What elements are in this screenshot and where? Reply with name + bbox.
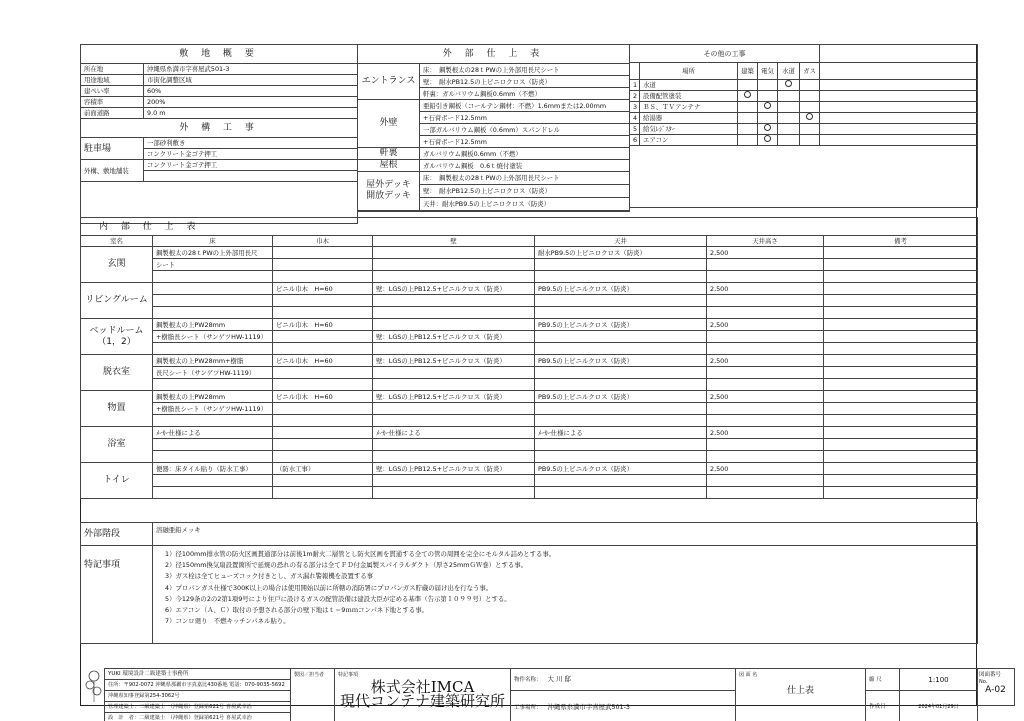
- circle-mark-icon: [764, 135, 771, 142]
- note-item: 5）今129条の2の2第1項9号により住戸に設けるガスの配管設備は建設大臣が定める基準（告示第１０９９号）とする。: [165, 594, 511, 603]
- drawing-number-box: [977, 668, 1015, 706]
- other-header: 場所: [640, 63, 738, 80]
- room-name: リビングルーム: [81, 283, 153, 319]
- exterior-spec-line: +石膏ボード12.5mm: [420, 112, 630, 124]
- interior-cell: [707, 487, 824, 499]
- interior-cell: [153, 271, 273, 283]
- interior-cell: 壁：LGSの上PB12.5+ビニルクロス（防炎）: [373, 283, 535, 295]
- interior-cell: [824, 307, 978, 319]
- interior-cell: [273, 487, 373, 499]
- exterior-part-name: 屋外デッキ 開放デッキ: [358, 172, 420, 211]
- interior-cell: [824, 283, 978, 295]
- exterior-spec-line: +石膏ボード12.5mm: [420, 136, 630, 148]
- interior-cell: [373, 487, 535, 499]
- site-row-label: 前面道路: [81, 108, 144, 119]
- other-row-no: 5: [630, 124, 640, 135]
- interior-cell: [824, 391, 978, 403]
- zumen-label: 図 面 名: [739, 672, 758, 678]
- date-value: 2024年01月29日: [900, 691, 978, 721]
- interior-cell: [824, 403, 978, 415]
- interior-cell: [273, 379, 373, 391]
- other-row-no: 6: [630, 135, 640, 146]
- interior-cell: [273, 415, 373, 427]
- interior-cell: [373, 379, 535, 391]
- site-row-label: 所在地: [81, 64, 144, 75]
- exterior-finish-table: [357, 44, 630, 212]
- interior-cell: [535, 259, 707, 271]
- interior-cell: [535, 439, 707, 451]
- interior-cell: 2,500: [707, 283, 824, 295]
- interior-header: 巾木: [273, 236, 373, 247]
- interior-cell: [707, 331, 824, 343]
- interior-cell: ﾒｰｶｰ仕様による: [153, 427, 273, 439]
- interior-cell: 便器：床タイル貼り（防水工事）: [153, 463, 273, 475]
- interior-cell: ビニル巾木 H=60: [273, 283, 373, 295]
- room-name: トイレ: [81, 463, 153, 499]
- note-item: 6）エアコン（Ａ、Ｃ）取付の予想される部分の壁下地はｔ＝9ｍｍコンパネ下地とする事。: [165, 606, 428, 615]
- interior-cell: [707, 439, 824, 451]
- seizu-label: 製図／担当者: [291, 669, 335, 721]
- exterior-part-name: 屋根: [358, 160, 420, 172]
- interior-cell: [273, 247, 373, 259]
- circle-mark-icon: [806, 113, 813, 120]
- interior-cell: [824, 451, 978, 463]
- interior-cell: [153, 295, 273, 307]
- office-manager: 管理建築士：二級建築士 （沖縄県）登録第621号 喜屋武幸治: [105, 702, 291, 713]
- interior-cell: [824, 427, 978, 439]
- interior-cell: [373, 343, 535, 355]
- interior-cell: ビニル巾木 H=60: [273, 391, 373, 403]
- zumen-name: 仕上表: [787, 686, 815, 696]
- interior-cell: [535, 271, 707, 283]
- interior-cell: [153, 487, 273, 499]
- interior-cell: 壁：LGSの上PB12.5+ビニルクロス（防炎）: [373, 331, 535, 343]
- circle-mark-icon: [785, 80, 792, 87]
- exterior-part-name: エントランス: [358, 64, 420, 100]
- interior-cell: 2,500: [707, 355, 824, 367]
- room-name: 玄関: [81, 247, 153, 283]
- other-row-name: エアコン: [640, 135, 738, 146]
- interior-cell: [273, 295, 373, 307]
- parking-line: 一部砂利敷き: [144, 138, 358, 149]
- interior-cell: [824, 439, 978, 451]
- interior-cell: +樹脂長シート（サンゲツHW-1119）: [153, 331, 273, 343]
- exterior-spec-line: 壁： 耐水PB12.5の上ビニロクロス（防炎）: [420, 76, 630, 88]
- interior-cell: [535, 475, 707, 487]
- koji-place: 沖縄県糸満市字喜屋武501-3: [547, 702, 630, 711]
- interior-cell: 2,500: [707, 319, 824, 331]
- interior-cell: [273, 331, 373, 343]
- no-label: No.: [979, 679, 988, 685]
- interior-cell: [707, 343, 824, 355]
- interior-cell: [707, 451, 824, 463]
- interior-cell: [273, 367, 373, 379]
- paving-line: [144, 171, 358, 182]
- interior-cell: PB9.5の上ビニルクロス（防炎）: [535, 355, 707, 367]
- office-address: 住所：〒902-0072 沖縄県那覇市字真嘉比430番地 電話：070-9035-5692: [105, 680, 291, 691]
- interior-cell: [373, 415, 535, 427]
- exterior-spec-line: 軒裏：ガルバリウム鋼板0.6mm（不燃）: [420, 88, 630, 100]
- other-header: 電気: [758, 63, 778, 80]
- room-name: 浴室: [81, 427, 153, 463]
- interior-cell: [535, 379, 707, 391]
- interior-header: 床: [153, 236, 273, 247]
- interior-cell: 2,500: [707, 427, 824, 439]
- gaikou-title: 外 構 工 事: [81, 119, 358, 138]
- interior-cell: 鋼製根太の28ｔPWの上外部用長尺: [153, 247, 273, 259]
- num-label: 図面番号: [979, 672, 1002, 678]
- other-row-no: 1: [630, 80, 640, 91]
- office-designer: 設 計 者：二級建築士 （沖縄県）登録第621号 喜屋武幸治: [105, 713, 291, 721]
- exterior-part-name: 外壁: [358, 100, 420, 148]
- owner-company: 株式会社IMCA: [370, 678, 475, 696]
- interior-cell: [707, 415, 824, 427]
- interior-cell: PB9.5の上ビニルクロス（防炎）: [535, 391, 707, 403]
- paving-label: 外構、敷地舗装: [81, 160, 144, 182]
- note-item: 4）プロパンガス仕様で300K以上の場合は使用開始以前に所轄の消防署にプロパンガス貯蔵の届け出を行なう事。: [165, 583, 493, 592]
- notes-table: [80, 522, 978, 644]
- interior-cell: 2,500: [707, 247, 824, 259]
- other-row-no: 4: [630, 113, 640, 124]
- other-row-name: 水道: [640, 80, 738, 91]
- paving-line: コンクリート金ゴテ押工: [144, 160, 358, 171]
- interior-cell: [273, 451, 373, 463]
- interior-cell: [824, 319, 978, 331]
- interior-cell: [273, 343, 373, 355]
- interior-cell: [707, 295, 824, 307]
- drawing-number: A-02: [985, 685, 1006, 695]
- note-item: 7）コンロ廻り 不燃キッチンパネル貼り。: [165, 617, 290, 626]
- exterior-spec-line: 床： 鋼製根太の28ｔPWの上外部用長尺シート: [420, 172, 630, 185]
- koji-label: 工事場所：: [514, 704, 542, 711]
- interior-cell: [824, 295, 978, 307]
- interior-cell: [373, 307, 535, 319]
- interior-cell: [707, 475, 824, 487]
- note-item: 3）ガス栓は全てヒューズコック付きとし、ガス漏れ警報機を設置する事: [165, 572, 374, 581]
- interior-header: 天井: [535, 236, 707, 247]
- interior-cell: [535, 451, 707, 463]
- interior-cell: [824, 355, 978, 367]
- interior-cell: [824, 475, 978, 487]
- owner-label: 特記事項: [338, 672, 359, 678]
- interior-cell: [707, 259, 824, 271]
- interior-cell: [153, 283, 273, 295]
- other-header: ガス: [800, 63, 820, 80]
- interior-cell: [535, 367, 707, 379]
- site-row-value: 200%: [144, 97, 358, 108]
- interior-cell: ﾒｰｶｰ仕様による: [373, 427, 535, 439]
- interior-cell: [373, 271, 535, 283]
- interior-cell: [373, 451, 535, 463]
- interior-cell: [153, 475, 273, 487]
- gaibu-kaidan-label: 外部階段: [81, 523, 153, 546]
- interior-title: 内 部 仕 上 表: [81, 218, 978, 236]
- interior-cell: [273, 427, 373, 439]
- site-row-label: 建ぺい率: [81, 86, 144, 97]
- interior-cell: ﾒｰｶｰ仕様による: [535, 427, 707, 439]
- interior-cell: 2,500: [707, 391, 824, 403]
- interior-cell: [824, 259, 978, 271]
- interior-cell: [707, 307, 824, 319]
- other-row-no: 3: [630, 102, 640, 113]
- interior-cell: [273, 259, 373, 271]
- interior-cell: [824, 367, 978, 379]
- interior-cell: [373, 259, 535, 271]
- interior-finish-table: [80, 217, 978, 499]
- interior-cell: [373, 295, 535, 307]
- interior-cell: 壁：LGSの上PB12.5+ビニルクロス（防炎）: [373, 391, 535, 403]
- site-overview-table: [80, 44, 358, 224]
- interior-cell: [373, 367, 535, 379]
- interior-cell: [373, 475, 535, 487]
- interior-cell: [373, 247, 535, 259]
- interior-cell: [373, 439, 535, 451]
- office-name: YUKI 環境設計二級建築士事務所: [105, 669, 291, 680]
- interior-cell: 鋼製根太の上PW28mm: [153, 319, 273, 331]
- room-name: 物置: [81, 391, 153, 427]
- interior-cell: [707, 379, 824, 391]
- interior-cell: [535, 487, 707, 499]
- interior-cell: +樹脂長シート（サンゲツHW-1119）: [153, 403, 273, 415]
- owner-lab: 現代コンテナ建築研究所: [339, 692, 505, 710]
- interior-cell: 壁：LGSの上PB12.5+ビニルクロス（防炎）: [373, 463, 535, 475]
- interior-cell: [273, 403, 373, 415]
- interior-cell: [273, 475, 373, 487]
- office-registration: 沖縄県知事登録第254-3062号: [105, 691, 291, 702]
- exterior-spec-line: ガルバリウム鋼板0.6mm（不燃）: [420, 148, 630, 160]
- interior-cell: [824, 463, 978, 475]
- interior-cell: [535, 403, 707, 415]
- other-row-name: 給気ﾚｼﾞｽﾀｰ: [640, 124, 738, 135]
- site-row-value: 9.0 m: [144, 108, 358, 119]
- exterior-spec-line: 一部ガルバリウム鋼板（0.6mm）スパンドレル: [420, 124, 630, 136]
- circle-mark-icon: [744, 91, 751, 98]
- parking-label: 駐車場: [81, 138, 144, 160]
- shakudo-value: 1:100: [900, 669, 978, 691]
- circle-mark-icon: [764, 124, 771, 131]
- interior-cell: （防水工事）: [273, 463, 373, 475]
- parking-line: コンクリート金ゴテ押工: [144, 149, 358, 160]
- interior-cell: [373, 319, 535, 331]
- exterior-title: 外 部 仕 上 表: [358, 45, 630, 64]
- interior-cell: [824, 331, 978, 343]
- other-works-table: [629, 44, 978, 208]
- other-row-name: 設備配管塗装: [640, 91, 738, 102]
- date-label: 作成日: [866, 691, 900, 721]
- interior-cell: [535, 343, 707, 355]
- interior-cell: PB9.5の上ビニルクロス（防炎）: [535, 463, 707, 475]
- interior-cell: シート: [153, 259, 273, 271]
- interior-cell: 長尺シート（サンゲツHW-1119）: [153, 367, 273, 379]
- shakudo-label: 縮 尺: [866, 669, 900, 691]
- interior-cell: [824, 487, 978, 499]
- other-row-name: ＢＳ、ＴＶアンテナ: [640, 102, 738, 113]
- interior-cell: 鋼製根太の上PW28mm: [153, 391, 273, 403]
- note-item: 1）径100mm排水管の防火区画貫通部分は前後1m耐火二層管とし防火区画を貫通する全ての管の周囲を完全にモルタル詰めとする事。: [165, 550, 556, 558]
- interior-header: 備考: [824, 236, 978, 247]
- exterior-spec-line: ガルバリウム鋼板 0.6ｔ焼付塗装: [420, 160, 630, 172]
- interior-cell: [153, 439, 273, 451]
- interior-cell: [707, 271, 824, 283]
- interior-cell: 鋼製根太の上PW28mm+樹脂: [153, 355, 273, 367]
- interior-cell: [153, 451, 273, 463]
- circle-mark-icon: [764, 102, 771, 109]
- exterior-spec-line: 壁： 耐水PB12.5の上ビニロクロス（防炎）: [420, 185, 630, 198]
- bukken-name: 大 川 邸: [547, 675, 571, 683]
- site-row-value: 沖縄県糸満市字喜屋武501-3: [144, 64, 358, 75]
- interior-cell: [824, 343, 978, 355]
- exterior-spec-line: 床： 鋼製根太の28ｔPWの上外部用長尺シート: [420, 64, 630, 76]
- site-row-label: 用途地域: [81, 75, 144, 86]
- site-row-value: 60%: [144, 86, 358, 97]
- interior-cell: [535, 295, 707, 307]
- other-header: 水道: [778, 63, 800, 80]
- interior-header: 壁: [373, 236, 535, 247]
- title-block: [104, 668, 978, 721]
- interior-cell: [153, 343, 273, 355]
- exterior-spec-line: 天井：耐水PB9.5の上ビニロクロス（防炎）: [420, 198, 630, 211]
- site-overview-title: 敷 地 概 要: [81, 45, 358, 64]
- interior-cell: [824, 415, 978, 427]
- room-name: ベッドルーム （1，2）: [81, 319, 153, 355]
- site-row-label: 容積率: [81, 97, 144, 108]
- office-logo: [84, 668, 104, 704]
- interior-cell: [707, 367, 824, 379]
- interior-cell: [824, 247, 978, 259]
- exterior-spec-line: 亜鉛引き鋼板（コールテン鋼材：不燃）1.6mmまたは2.00mm: [420, 100, 630, 112]
- other-row-no: 2: [630, 91, 640, 102]
- interior-cell: [824, 379, 978, 391]
- interior-cell: ビニル巾木 H=60: [273, 319, 373, 331]
- interior-cell: PB9.5の上ビニルクロス（防炎）: [535, 319, 707, 331]
- interior-cell: 耐水PB9.5の上ビニロクロス（防炎）: [535, 247, 707, 259]
- interior-header: 室名: [81, 236, 153, 247]
- other-works-title: その他の工事: [630, 45, 820, 63]
- note-item: 2）径150mm換気扇設置箇所で延焼の恐れの有る部分は全てＦＤ付金属製スパイラルダクト（厚さ25mmＧＷ巻）とする事。: [165, 561, 527, 570]
- gaibu-kaidan-value: 溶融亜鉛メッキ: [153, 523, 978, 546]
- interior-cell: 壁：LGSの上PB12.5+ビニルクロス（防炎）: [373, 355, 535, 367]
- interior-cell: [153, 379, 273, 391]
- interior-header: 天井高さ: [707, 236, 824, 247]
- interior-cell: [153, 415, 273, 427]
- interior-cell: [535, 307, 707, 319]
- interior-cell: ビニル巾木 H=60: [273, 355, 373, 367]
- interior-cell: [824, 271, 978, 283]
- interior-cell: [707, 403, 824, 415]
- notes-list: [153, 546, 978, 644]
- interior-cell: PB9.5の上ビニルクロス（防炎）: [535, 283, 707, 295]
- site-row-value: 市街化調整区域: [144, 75, 358, 86]
- interior-cell: [373, 403, 535, 415]
- interior-cell: [153, 307, 273, 319]
- interior-cell: [273, 439, 373, 451]
- exterior-part-name: 軒裏: [358, 148, 420, 160]
- bukken-label: 物件名称：: [514, 677, 542, 683]
- room-name: 脱衣室: [81, 355, 153, 391]
- other-row-name: 給湯器: [640, 113, 738, 124]
- interior-cell: [273, 271, 373, 283]
- interior-cell: [535, 331, 707, 343]
- interior-cell: [273, 307, 373, 319]
- notes-label: 特記事項: [81, 546, 153, 644]
- other-header: 建築: [738, 63, 758, 80]
- interior-cell: 2,500: [707, 463, 824, 475]
- interior-cell: [535, 415, 707, 427]
